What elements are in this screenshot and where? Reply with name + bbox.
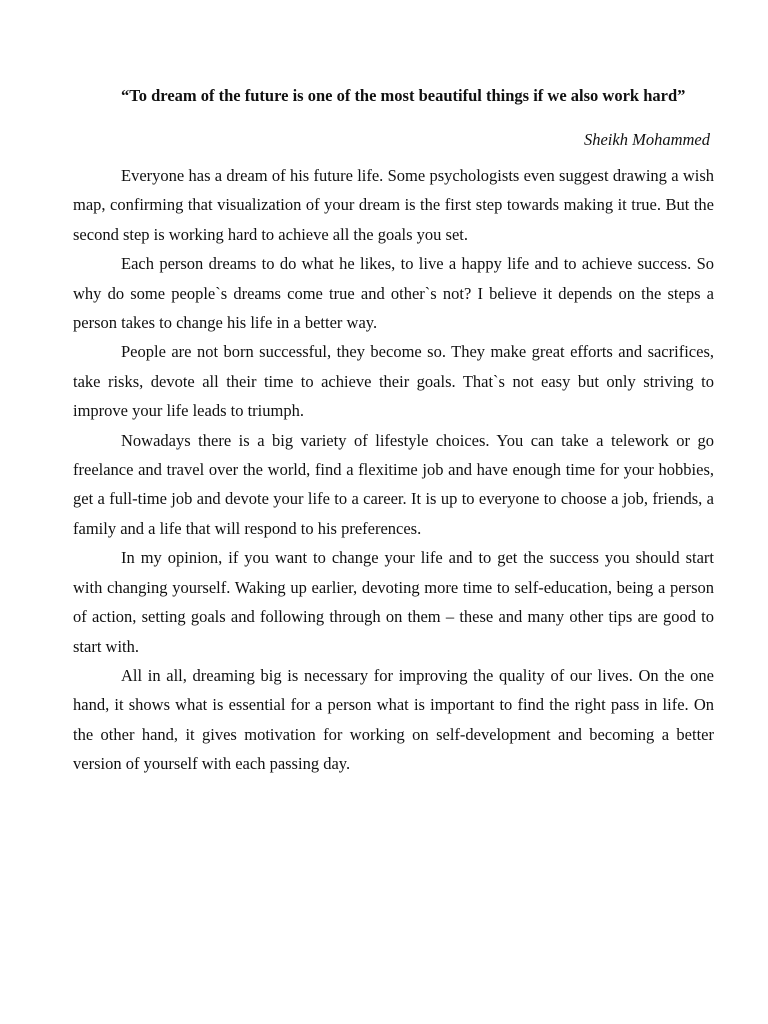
paragraph: Nowadays there is a big variety of lifestyle choices. You can take a telework or go freelance and travel over the world, find a flexitime job and have enough time for your hobbies, get a full-time job and devote your life to a career. It is up to everyone to choose a job, friends, a family and a life that will respond to his preferences.: [73, 430, 714, 538]
paragraph: Everyone has a dream of his future life. Some psychologists even suggest drawing a wish map, confirming that visualization of your dream is the first step towards making it true. But the second step is working hard to achieve all the goals you set.: [73, 166, 714, 244]
paragraph: People are not born successful, they become so. They make great efforts and sacrifices, take risks, devote all their time to achieve their goals. That`s not easy but only striving to improve your life leads to triumph.: [73, 342, 714, 421]
essay-body: [73, 161, 714, 779]
paragraph: Each person dreams to do what he likes, to live a happy life and to achieve success. So why do some people`s dreams come true and other`s not? I believe it depends on the steps a person takes to change his life in a better way.: [73, 254, 714, 333]
epigraph-quote: “To dream of the future is one of the most beautiful things if we also work hard”: [121, 86, 686, 105]
paragraph: All in all, dreaming big is necessary for improving the quality of our lives. On the one hand, it shows what is essential for a person what is important to find the right pass in life. On the other hand, it gives motivation for working on self-development and becoming a better version of yourself with each passing day.: [73, 665, 714, 774]
epigraph-author: Sheikh Mohammed: [583, 130, 710, 149]
paragraph: In my opinion, if you want to change your life and to get the success you should start with changing yourself. Waking up earlier, devoting more time to self-education, being a person of action, setting goals and following through on them – these and many other tips are good to start with.: [73, 548, 714, 656]
